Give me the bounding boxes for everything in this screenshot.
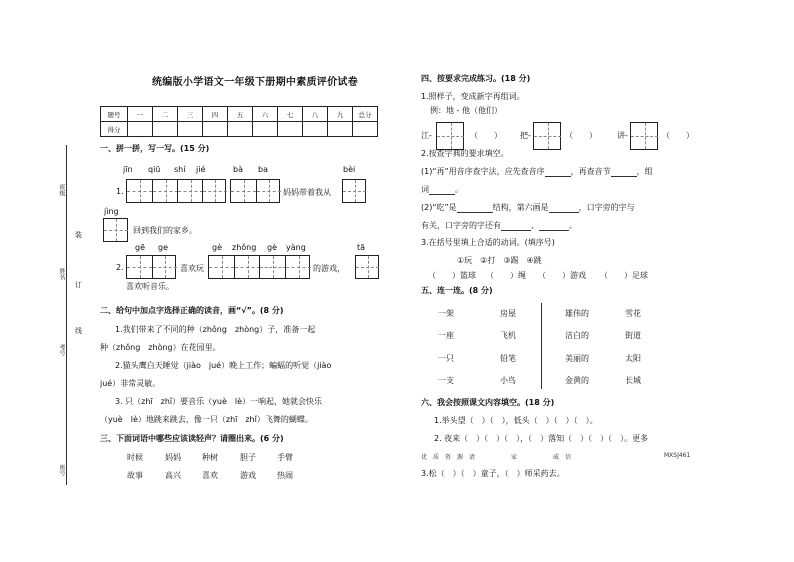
match-item[interactable]: 一支 — [438, 376, 454, 385]
question-line: （yuè lè）地跳来跳去，像一只（zhī zhǐ）飞舞的蝴蝶。 — [100, 415, 313, 424]
word-item[interactable]: 高兴 — [165, 471, 181, 480]
match-item[interactable]: 洁白的 — [565, 331, 589, 340]
char-label: 讲- — [617, 131, 628, 140]
blank-line[interactable] — [501, 223, 531, 231]
match-item[interactable]: 飞机 — [500, 331, 516, 340]
writing-grid[interactable] — [436, 122, 464, 150]
score-input-cell[interactable] — [353, 122, 378, 137]
writing-grid[interactable] — [126, 179, 226, 203]
pinyin: jìng — [104, 207, 119, 216]
pinyin: gè — [267, 243, 277, 252]
char-label: 江- — [421, 131, 432, 140]
section-2-heading: 二、给句中加点字选择正确的读音，画“√”。(8 分) — [100, 306, 284, 315]
options-line: ①玩 ②打 ③踢 ④跳 — [457, 256, 542, 265]
blank-line[interactable] — [429, 187, 455, 195]
answer-paren[interactable]: （ ） — [470, 131, 502, 140]
pinyin: bèi — [343, 165, 356, 174]
writing-grid[interactable] — [208, 255, 310, 279]
score-input-cell[interactable] — [178, 122, 203, 137]
match-item[interactable]: 铅笔 — [500, 354, 516, 363]
question-line: 3. 只（zhī zhǐ）要音乐（yuè lè）一响起，她就会快乐 — [115, 397, 323, 406]
match-item[interactable]: 房屋 — [500, 309, 516, 318]
writing-grid[interactable] — [630, 122, 658, 150]
pinyin: bà — [233, 165, 243, 174]
example-line: 例：地 - 他（他们） — [430, 106, 502, 115]
question-line — [421, 184, 463, 195]
score-cell: 二 — [153, 107, 178, 122]
pinyin: jīn — [123, 165, 133, 174]
question-text: 、 — [531, 221, 539, 230]
match-item[interactable]: 小鸟 — [500, 376, 516, 385]
match-item[interactable]: 雄伟的 — [565, 309, 589, 318]
answer-paren[interactable]: （ ） — [662, 131, 694, 140]
column-divider — [541, 303, 542, 389]
score-cell: 一 — [128, 107, 153, 122]
sentence-text: 妈妈带着我从 — [283, 188, 331, 197]
side-label-name: 姓名 — [58, 268, 65, 280]
page-title: 统编版小学语文一年级下册期中素质评价试卷 — [152, 77, 358, 88]
match-item[interactable]: 美丽的 — [565, 354, 589, 363]
pinyin: shí — [174, 165, 186, 174]
score-cell: 得分 — [101, 122, 128, 137]
pinyin: yàng — [286, 243, 306, 252]
writing-grid[interactable] — [103, 218, 128, 242]
side-label-exam-no: 考号 — [58, 344, 65, 356]
binding-mark: 订 — [75, 281, 82, 289]
score-cell: 七 — [278, 107, 303, 122]
score-input-cell[interactable] — [328, 122, 353, 137]
score-input-cell[interactable] — [203, 122, 228, 137]
score-cell: 三 — [178, 107, 203, 122]
binding-mark: 装 — [75, 231, 82, 239]
word-item[interactable]: 时候 — [127, 453, 143, 462]
question-text: 词 — [421, 185, 429, 194]
question-text: ，组 — [636, 167, 653, 176]
match-item[interactable]: 一架 — [438, 309, 454, 318]
word-item[interactable]: 胆子 — [240, 453, 256, 462]
question-line: 1.我们带来了不同的种（zhǒng zhòng）子，准备一起 — [115, 325, 316, 334]
pinyin: tā — [357, 243, 366, 252]
side-label-class: 班级 — [58, 184, 65, 196]
fill-item[interactable]: （ ）篮球 — [428, 271, 476, 280]
word-item[interactable]: 故事 — [127, 471, 143, 480]
writing-grid[interactable] — [533, 122, 561, 150]
word-item[interactable]: 手臂 — [277, 453, 293, 462]
score-input-cell[interactable] — [253, 122, 278, 137]
question-text: (1)“再”用音序查字法，应先查音序 — [421, 167, 545, 176]
blank-line[interactable] — [539, 223, 569, 231]
word-item[interactable]: 种树 — [202, 453, 218, 462]
question-text: 。 — [569, 221, 577, 230]
question-text: 结构，第六画是 — [492, 203, 549, 212]
question-line — [421, 220, 577, 231]
pinyin: jié — [196, 165, 206, 174]
sentence-text: 回到我们的家乡。 — [133, 226, 197, 235]
blank-line[interactable] — [457, 205, 493, 213]
item-number: 1. — [116, 187, 124, 196]
score-input-cell[interactable] — [278, 122, 303, 137]
match-item[interactable]: 街道 — [625, 331, 641, 340]
question-line: 2.按查字典的要求填空。 — [421, 149, 509, 158]
score-cell: 五 — [228, 107, 253, 122]
section-4-heading: 四、按要求完成练习。(18 分) — [421, 74, 531, 83]
pinyin: qiū — [148, 165, 161, 174]
question-text: ，再查音节 — [570, 167, 611, 176]
match-item[interactable]: 一座 — [438, 331, 454, 340]
score-input-cell[interactable] — [153, 122, 178, 137]
score-input-cell[interactable] — [128, 122, 153, 137]
word-item[interactable]: 热闹 — [277, 471, 293, 480]
blank-line[interactable] — [545, 169, 571, 177]
writing-grid[interactable] — [230, 179, 280, 203]
question-text: ，口字旁的字与 — [578, 203, 635, 212]
pinyin: ba — [258, 165, 268, 174]
match-item[interactable]: 雪花 — [625, 309, 641, 318]
pinyin: ge — [158, 243, 168, 252]
score-cell: 九 — [328, 107, 353, 122]
blank-line[interactable] — [549, 205, 579, 213]
score-cell: 题号 — [101, 107, 128, 122]
question-line — [421, 166, 653, 177]
binding-mark: 线 — [75, 327, 82, 335]
sentence-text: 喜欢听音乐。 — [126, 282, 174, 291]
word-item[interactable]: 喜欢 — [202, 471, 218, 480]
score-input-cell[interactable] — [228, 122, 253, 137]
question-line: 2. 夜来（ ）（ ）（ ），（ ）落知（ ）（ ）（ ）。更多 — [434, 434, 649, 443]
score-cell: 八 — [303, 107, 328, 122]
writing-grid[interactable] — [126, 255, 176, 279]
question-line: 1.照样子，变成新字再组词。 — [421, 92, 525, 101]
question-line: 3.在括号里填上合适的动词。(填序号) — [421, 238, 555, 247]
question-line — [421, 202, 635, 213]
match-item[interactable]: 金黄的 — [565, 376, 589, 385]
section-6-heading: 六、我会按照课文内容填空。(18 分) — [421, 398, 555, 407]
item-number: 2. — [116, 263, 124, 272]
watermark-code: MXSJ461 — [664, 452, 691, 459]
question-line: 1.举头望（ ）（ ），低头（ ）（ ）（ ）。 — [434, 416, 598, 425]
fill-item[interactable]: （ ）足球 — [600, 271, 648, 280]
watermark-text: 优 质 资 源 请 家 威 信 — [421, 454, 572, 461]
fill-item[interactable]: （ ）绳 — [486, 271, 526, 280]
pinyin: gē — [135, 243, 145, 252]
section-1-heading: 一、拼一拼，写一写。(15 分) — [100, 144, 210, 153]
question-text: 有关，口字旁的字还有 — [421, 221, 501, 230]
score-input-cell[interactable] — [303, 122, 328, 137]
match-item[interactable]: 太阳 — [625, 354, 641, 363]
score-cell: 四 — [203, 107, 228, 122]
blank-line[interactable] — [611, 169, 637, 177]
section-5-heading: 五、连一连。(8 分) — [421, 286, 493, 295]
pinyin: zhǒng — [232, 243, 257, 252]
score-table — [100, 106, 378, 137]
answer-paren[interactable]: （ ） — [565, 131, 597, 140]
question-line: 种（zhǒng zhòng）在花园里。 — [100, 343, 221, 352]
writing-grid[interactable] — [355, 255, 379, 279]
question-line: 2.猫头鹰白天睡觉（jiào jué）晚上工作；蝙蝠的听觉（jiào — [115, 361, 332, 370]
score-cell: 六 — [253, 107, 278, 122]
fill-item[interactable]: （ ）游戏 — [538, 271, 586, 280]
match-item[interactable]: 长城 — [625, 376, 641, 385]
question-line: jué）非常灵敏。 — [100, 379, 161, 388]
section-3-heading: 三、下面词语中哪些应该读轻声？请圈出来。(6 分) — [100, 434, 284, 443]
pinyin: gè — [212, 243, 222, 252]
char-label: 把- — [520, 131, 531, 140]
word-item[interactable]: 游戏 — [240, 471, 256, 480]
score-cell: 总分 — [353, 107, 378, 122]
question-text: 。 — [455, 185, 463, 194]
score-table-header-row — [101, 107, 378, 122]
match-item[interactable]: 一只 — [438, 354, 454, 363]
sentence-text: 喜欢玩 — [180, 264, 204, 273]
side-label-seat-no: 座号 — [58, 464, 65, 476]
word-item[interactable]: 妈妈 — [165, 453, 181, 462]
question-text: (2)“吃”是 — [421, 203, 457, 212]
sentence-text: 的游戏， — [313, 264, 345, 273]
writing-grid[interactable] — [342, 179, 366, 203]
question-line: 3.松（ ）（ ）童子，（ ）师采药去。 — [421, 469, 565, 478]
binding-line — [66, 145, 67, 485]
score-table-score-row — [101, 122, 378, 137]
